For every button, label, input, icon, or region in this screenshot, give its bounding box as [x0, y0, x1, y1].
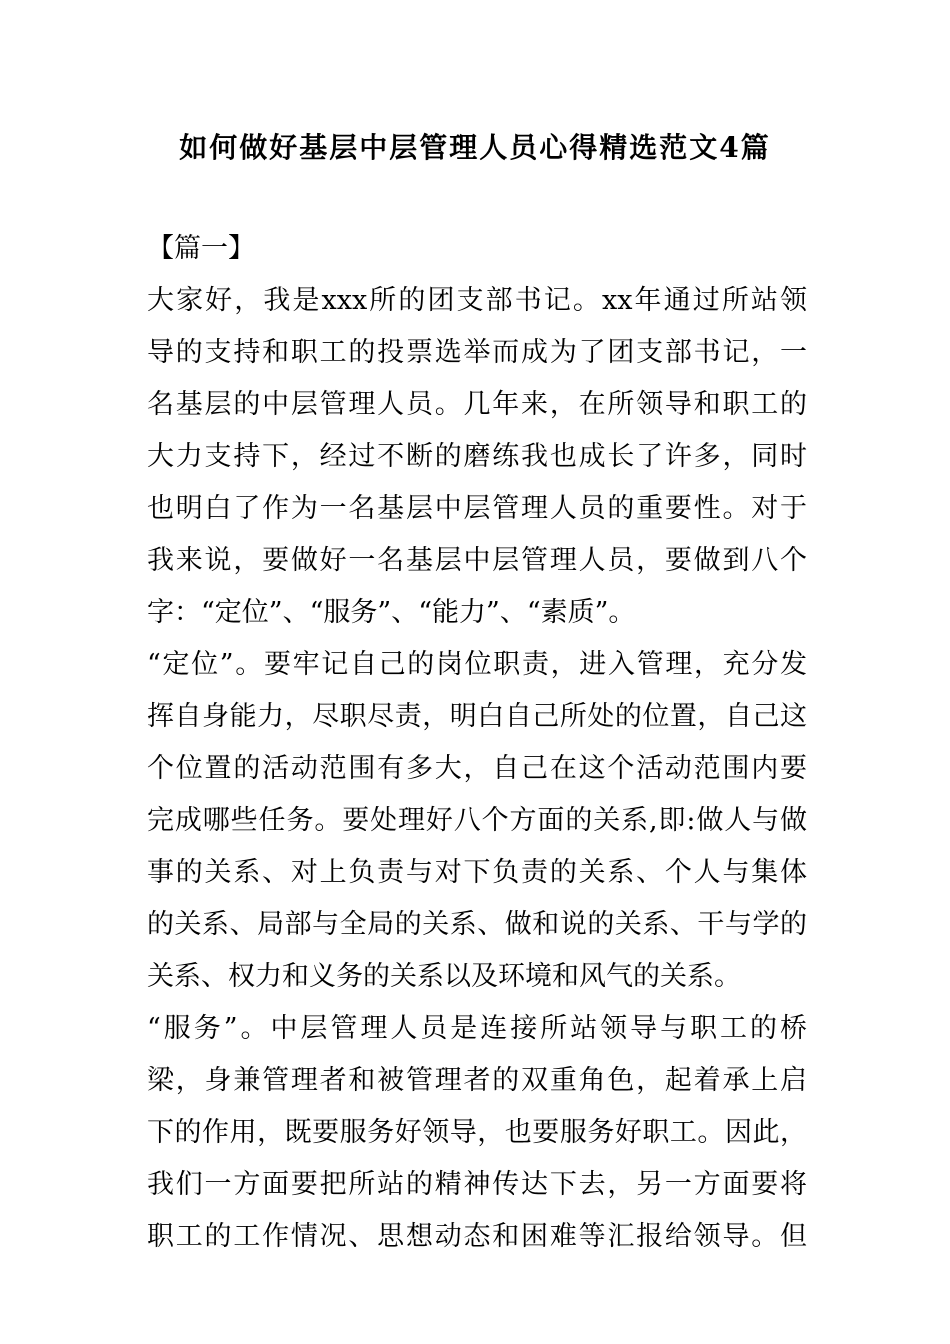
body-line: 也明白了作为一名基层中层管理人员的重要性。对于 [147, 493, 807, 524]
body-line: “服务”。中层管理人员是连接所站领导与职工的桥 [147, 1013, 807, 1044]
body-line: 梁，身兼管理者和被管理者的双重角色，起着承上启 [147, 1065, 807, 1096]
body-line: 个位置的活动范围有多大，自己在这个活动范围内要 [147, 753, 807, 784]
body-line: 大家好，我是xxx所的团支部书记。xx年通过所站领 [147, 285, 807, 316]
body-line: 的关系、局部与全局的关系、做和说的关系、干与学的 [147, 909, 807, 940]
body-line: 职工的工作情况、思想动态和困难等汇报给领导。但 [147, 1221, 807, 1252]
body-line: 名基层的中层管理人员。几年来，在所领导和职工的 [147, 389, 807, 420]
body-line: 我们一方面要把所站的精神传达下去，另一方面要将 [147, 1169, 807, 1200]
document-body [147, 223, 807, 1263]
body-line: 大力支持下，经过不断的磨练我也成长了许多，同时 [147, 441, 807, 472]
body-line: 完成哪些任务。要处理好八个方面的关系,即:做人与做 [147, 805, 807, 836]
document-title: 如何做好基层中层管理人员心得精选范文4篇 [179, 131, 771, 164]
body-line: 导的支持和职工的投票选举而成为了团支部书记，一 [147, 337, 807, 368]
body-line: 下的作用，既要服务好领导，也要服务好职工。因此， [147, 1117, 807, 1148]
body-line: 事的关系、对上负责与对下负责的关系、个人与集体 [147, 857, 807, 888]
body-line: 挥自身能力，尽职尽责，明白自己所处的位置，自己这 [147, 701, 807, 732]
body-line: 字：“定位”、“服务”、“能力”、“素质”。 [147, 597, 636, 628]
body-line: 关系、权力和义务的关系以及环境和风气的关系。 [147, 961, 741, 992]
body-line: 我来说，要做好一名基层中层管理人员，要做到八个 [147, 545, 807, 576]
section-heading: 【篇一】 [147, 233, 255, 264]
body-line: “定位”。要牢记自己的岗位职责，进入管理，充分发 [147, 649, 807, 680]
